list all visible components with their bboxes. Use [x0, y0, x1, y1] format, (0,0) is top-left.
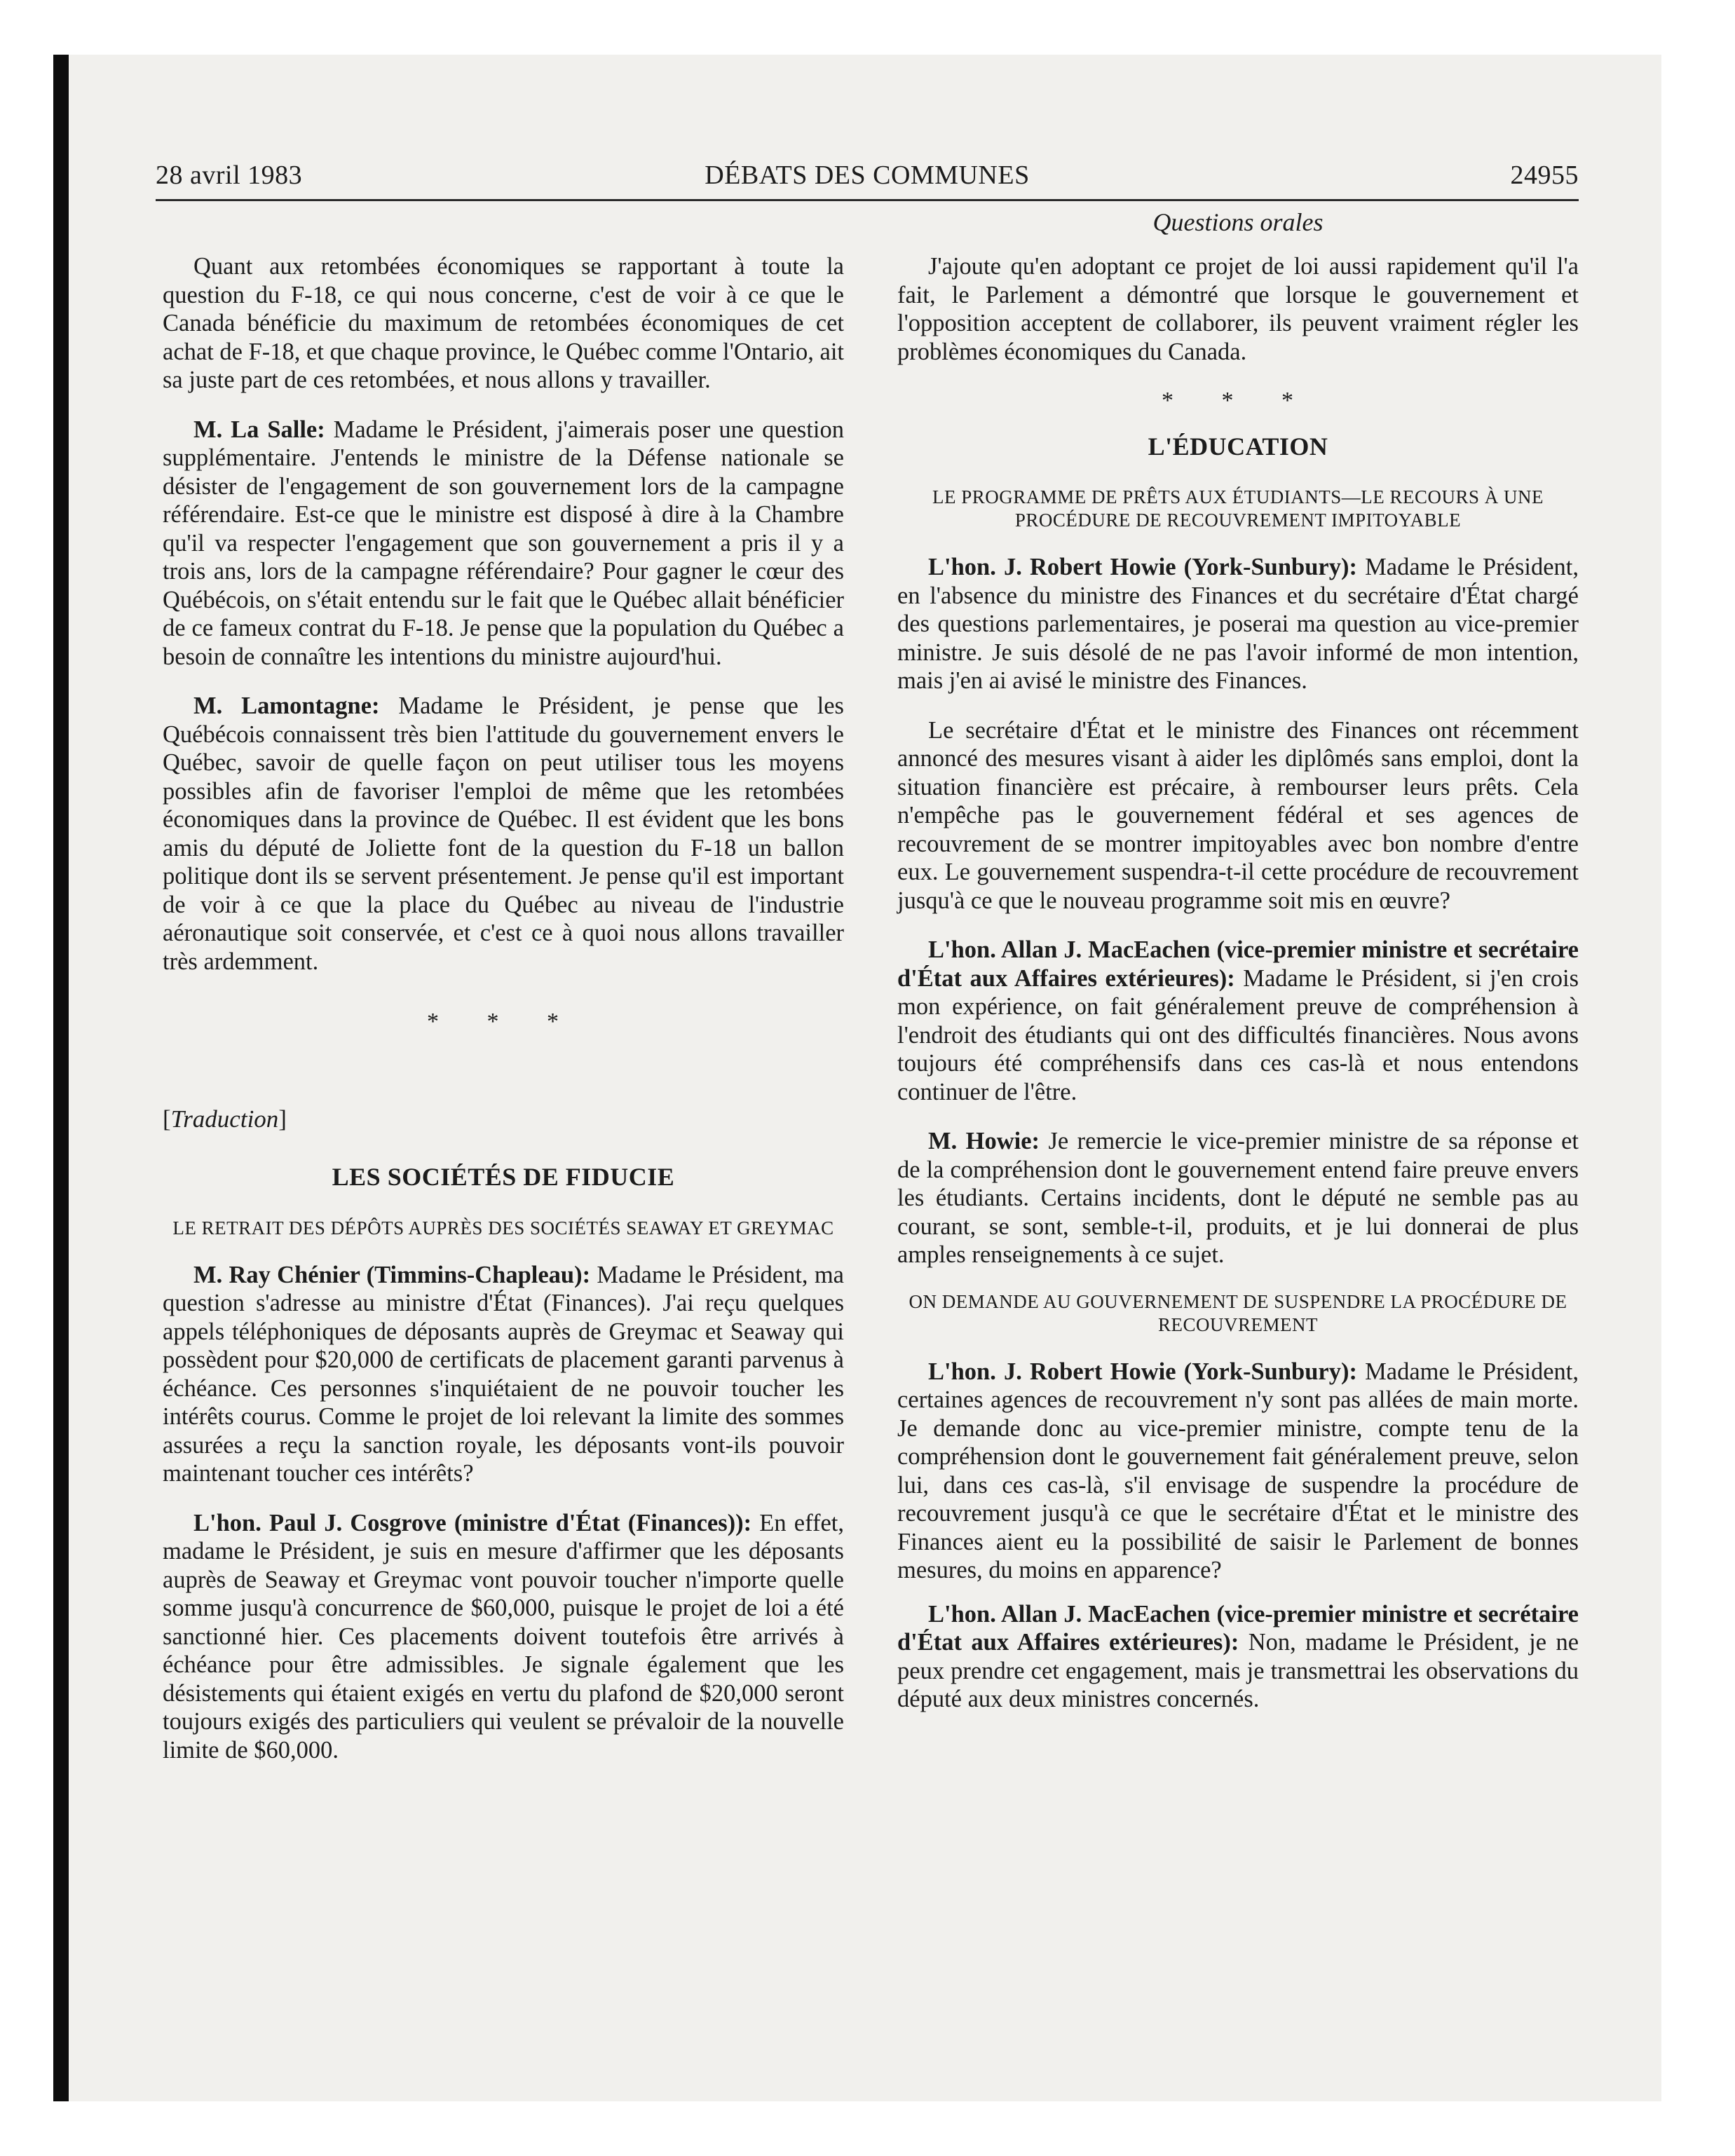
translation-label: Traduction [170, 1105, 279, 1133]
speaker-name: M. Ray Chénier (Timmins-Chapleau): [193, 1261, 591, 1288]
speech-text: Je remercie le vice-premier ministre de sa réponse et de la compréhension dont le gouvernement entend faire preuve envers les étudiants. Certains incidents, dont le député ne semble pas au courant, se sont, semble-t-il, produits, et je lui donnerai de plus amples renseignements à ce sujet. [897, 1128, 1579, 1268]
speaker-name: L'hon. J. Robert Howie (York-Sunbury): [928, 1358, 1357, 1385]
speaker-name: L'hon. J. Robert Howie (York-Sunbury): [928, 554, 1357, 580]
header-title: DÉBATS DES COMMUNES [705, 161, 1030, 190]
paragraph [163, 416, 844, 671]
section-title: LES SOCIÉTÉS DE FIDUCIE [332, 1163, 675, 1191]
speaker-name: L'hon. Allan J. MacEachen (vice-premier ministre et secrétaire d'État aux Affaires extérieures): [897, 936, 1579, 992]
paragraph: J'ajoute qu'en adoptant ce projet de loi aussi rapidement qu'il l'a fait, le Parlement a démontré que lorsque le gouvernement et l'opposition acceptent de collaborer, ils peuvent vraiment régler les problèmes économiques du Canada. [897, 253, 1579, 365]
speaker-name: M. La Salle: [193, 416, 325, 443]
speech-text: Madame le Président, ma question s'adresse au ministre d'État (Finances). J'ai reçu quelques appels téléphoniques de déposants auprès de Greymac et Seaway qui possèdent pour $20,000 de certificats de placement garanti parvenus à échéance. Ces personnes s'inquiétaient de ne pouvoir toucher les intérêts courus. Comme le projet de loi relevant la limite des sommes assurées a reçu la sanction royale, les déposants vont-ils pouvoir maintenant toucher ces intérêts? [163, 1261, 844, 1487]
paragraph [897, 936, 1579, 1106]
speaker-name: L'hon. Paul J. Cosgrove (ministre d'État (Finances)): [193, 1509, 752, 1536]
speech-text: Madame le Président, j'aimerais poser une question supplémentaire. J'entends le ministre de la Défense nationale se désister de l'engagement de son gouvernement lors de la campagne référendaire. Est-ce que le ministre est disposé à dire à la Chambre qu'il va respecter l'engagement que son gouvernement a pris il y a trois ans, lors de la campagne référendaire? Pour gagner le cœur des Québécois, on s'était entendu sur le fait que le Québec allait bénéficier de ce fameux contrat du F-18. Je pense que la population du Québec a besoin de connaître les intentions du ministre aujourd'hui. [163, 416, 845, 670]
speaker-name: M. Howie: [928, 1128, 1040, 1154]
scan-margin [0, 0, 53, 2156]
speech-text: Madame le Président, je pense que les Québécois connaissent très bien l'attitude du gouvernement envers le Québec, savoir de quelle façon on peut utiliser tous les moyens possibles afin de favoriser l'emploi de même que les retombées économiques dans la province de Québec. Il est évident que les bons amis du député de Joliette font de la question du F-18 un ballon politique dont ils se servent présentement. Je pense qu'il est important de voir à ce que la place du Québec au niveau de l'industrie aéronautique soit conservée, et c'est ce à quoi nous allons travailler très ardemment. [163, 692, 844, 975]
section-separator: * * * [1162, 388, 1314, 414]
running-header [156, 160, 1579, 201]
scan-binding-shadow [53, 55, 69, 2101]
translation-note [163, 1105, 844, 1134]
paragraph [897, 1358, 1579, 1585]
header-page-number: 24955 [1510, 161, 1579, 190]
paragraph: Quant aux retombées économiques se rapportant à toute la question du F-18, ce qui nous concerne, c'est de voir à ce que le Canada bénéficie du maximum de retombées économiques de cet achat de F-18, et que chaque province, le Québec comme l'Ontario, ait sa juste part de ces retombées, et nous allons y travailler. [163, 253, 844, 393]
bracket-close: ] [278, 1105, 287, 1133]
speaker-name: M. Lamontagne: [193, 692, 380, 719]
left-column [163, 252, 844, 1785]
speech-text: Madame le Président, en l'absence du ministre des Finances et du secrétaire d'État chargé des questions parlementaires, je poserai ma question au vice-premier ministre. Je suis désolé de ne pas l'avoir informé de mon intention, mais j'en ai avisé le ministre des Finances. [897, 554, 1579, 694]
section-separator: * * * [427, 1009, 580, 1035]
paragraph [163, 1261, 844, 1488]
section-subheader: Questions orales [1152, 208, 1324, 236]
paragraph [897, 553, 1579, 695]
speech-text: En effet, madame le Président, je suis en mesure d'affirmer que les déposants auprès de Seaway et Greymac vont pouvoir toucher n'importe quelle somme jusqu'à concurrence de $60,000, puisque le projet de loi a été sanctionné hier. Ces placements doivent toutefois être arrivés à échéance pour être admissibles. Je signale également que les désistements qui étaient exigés en vertu du plafond de $20,000 seront toujours exigés des particuliers qui veulent se prévaloir de la nouvelle limite de $60,000. [163, 1509, 845, 1763]
speaker-name: L'hon. Allan J. MacEachen (vice-premier ministre et secrétaire d'État aux Affaires extérieures): [897, 1600, 1579, 1656]
paragraph [897, 1127, 1579, 1269]
bracket-open: [ [163, 1105, 171, 1133]
section-subtitle: ON DEMANDE AU GOUVERNEMENT DE SUSPENDRE LA PROCÉDURE DE RECOUVREMENT [909, 1290, 1567, 1335]
right-column [897, 252, 1579, 1735]
section-subtitle: LE RETRAIT DES DÉPÔTS AUPRÈS DES SOCIÉTÉS SEAWAY ET GREYMAC [172, 1217, 834, 1239]
section-subtitle: LE PROGRAMME DE PRÊTS AUX ÉTUDIANTS—LE RECOURS À UNE PROCÉDURE DE RECOUVREMENT IMPITOYABLE [932, 486, 1544, 531]
header-date: 28 avril 1983 [156, 161, 303, 190]
speech-text: Non, madame le Président, je ne peux prendre cet engagement, mais je transmettrai les observations du député aux deux ministres concernés. [897, 1629, 1579, 1712]
section-title: L'ÉDUCATION [1148, 432, 1328, 460]
speech-text: Madame le Président, certaines agences de recouvrement n'y sont pas allées de main morte. Je demande donc au vice-premier ministre, compte tenu de la compréhension dont le gouvernement fait généralement preuve, selon lui, dans ces cas-là, s'il envisage de suspendre la procédure de recouvrement jusqu'à ce que le secrétaire d'État et le ministre des Finances aient eu la possibilité de saisir le Parlement de bonnes mesures, du moins en apparence? [897, 1358, 1579, 1583]
paragraph [163, 1509, 844, 1765]
paragraph [897, 1600, 1579, 1714]
paragraph: Le secrétaire d'État et le ministre des Finances ont récemment annoncé des mesures visant à aider les diplômés sans emploi, dont la situation financière est précaire, à rembourser leurs prêts. Cela n'empêche pas le gouvernement fédéral et ses agences de recouvrement de se montrer impitoyables avec bon nombre d'entre eux. Le gouvernement suspendra-t-il cette procédure de recouvrement jusqu'à ce que le nouveau programme soit mis en œuvre? [897, 716, 1579, 914]
paragraph [163, 692, 844, 976]
speech-text: Madame le Président, si j'en crois mon expérience, on fait généralement preuve de compréhension à l'endroit des étudiants qui ont des difficultés financières. Nous avons toujours été compréhensifs dans ces cas-là et nous entendons continuer de l'être. [897, 964, 1579, 1105]
